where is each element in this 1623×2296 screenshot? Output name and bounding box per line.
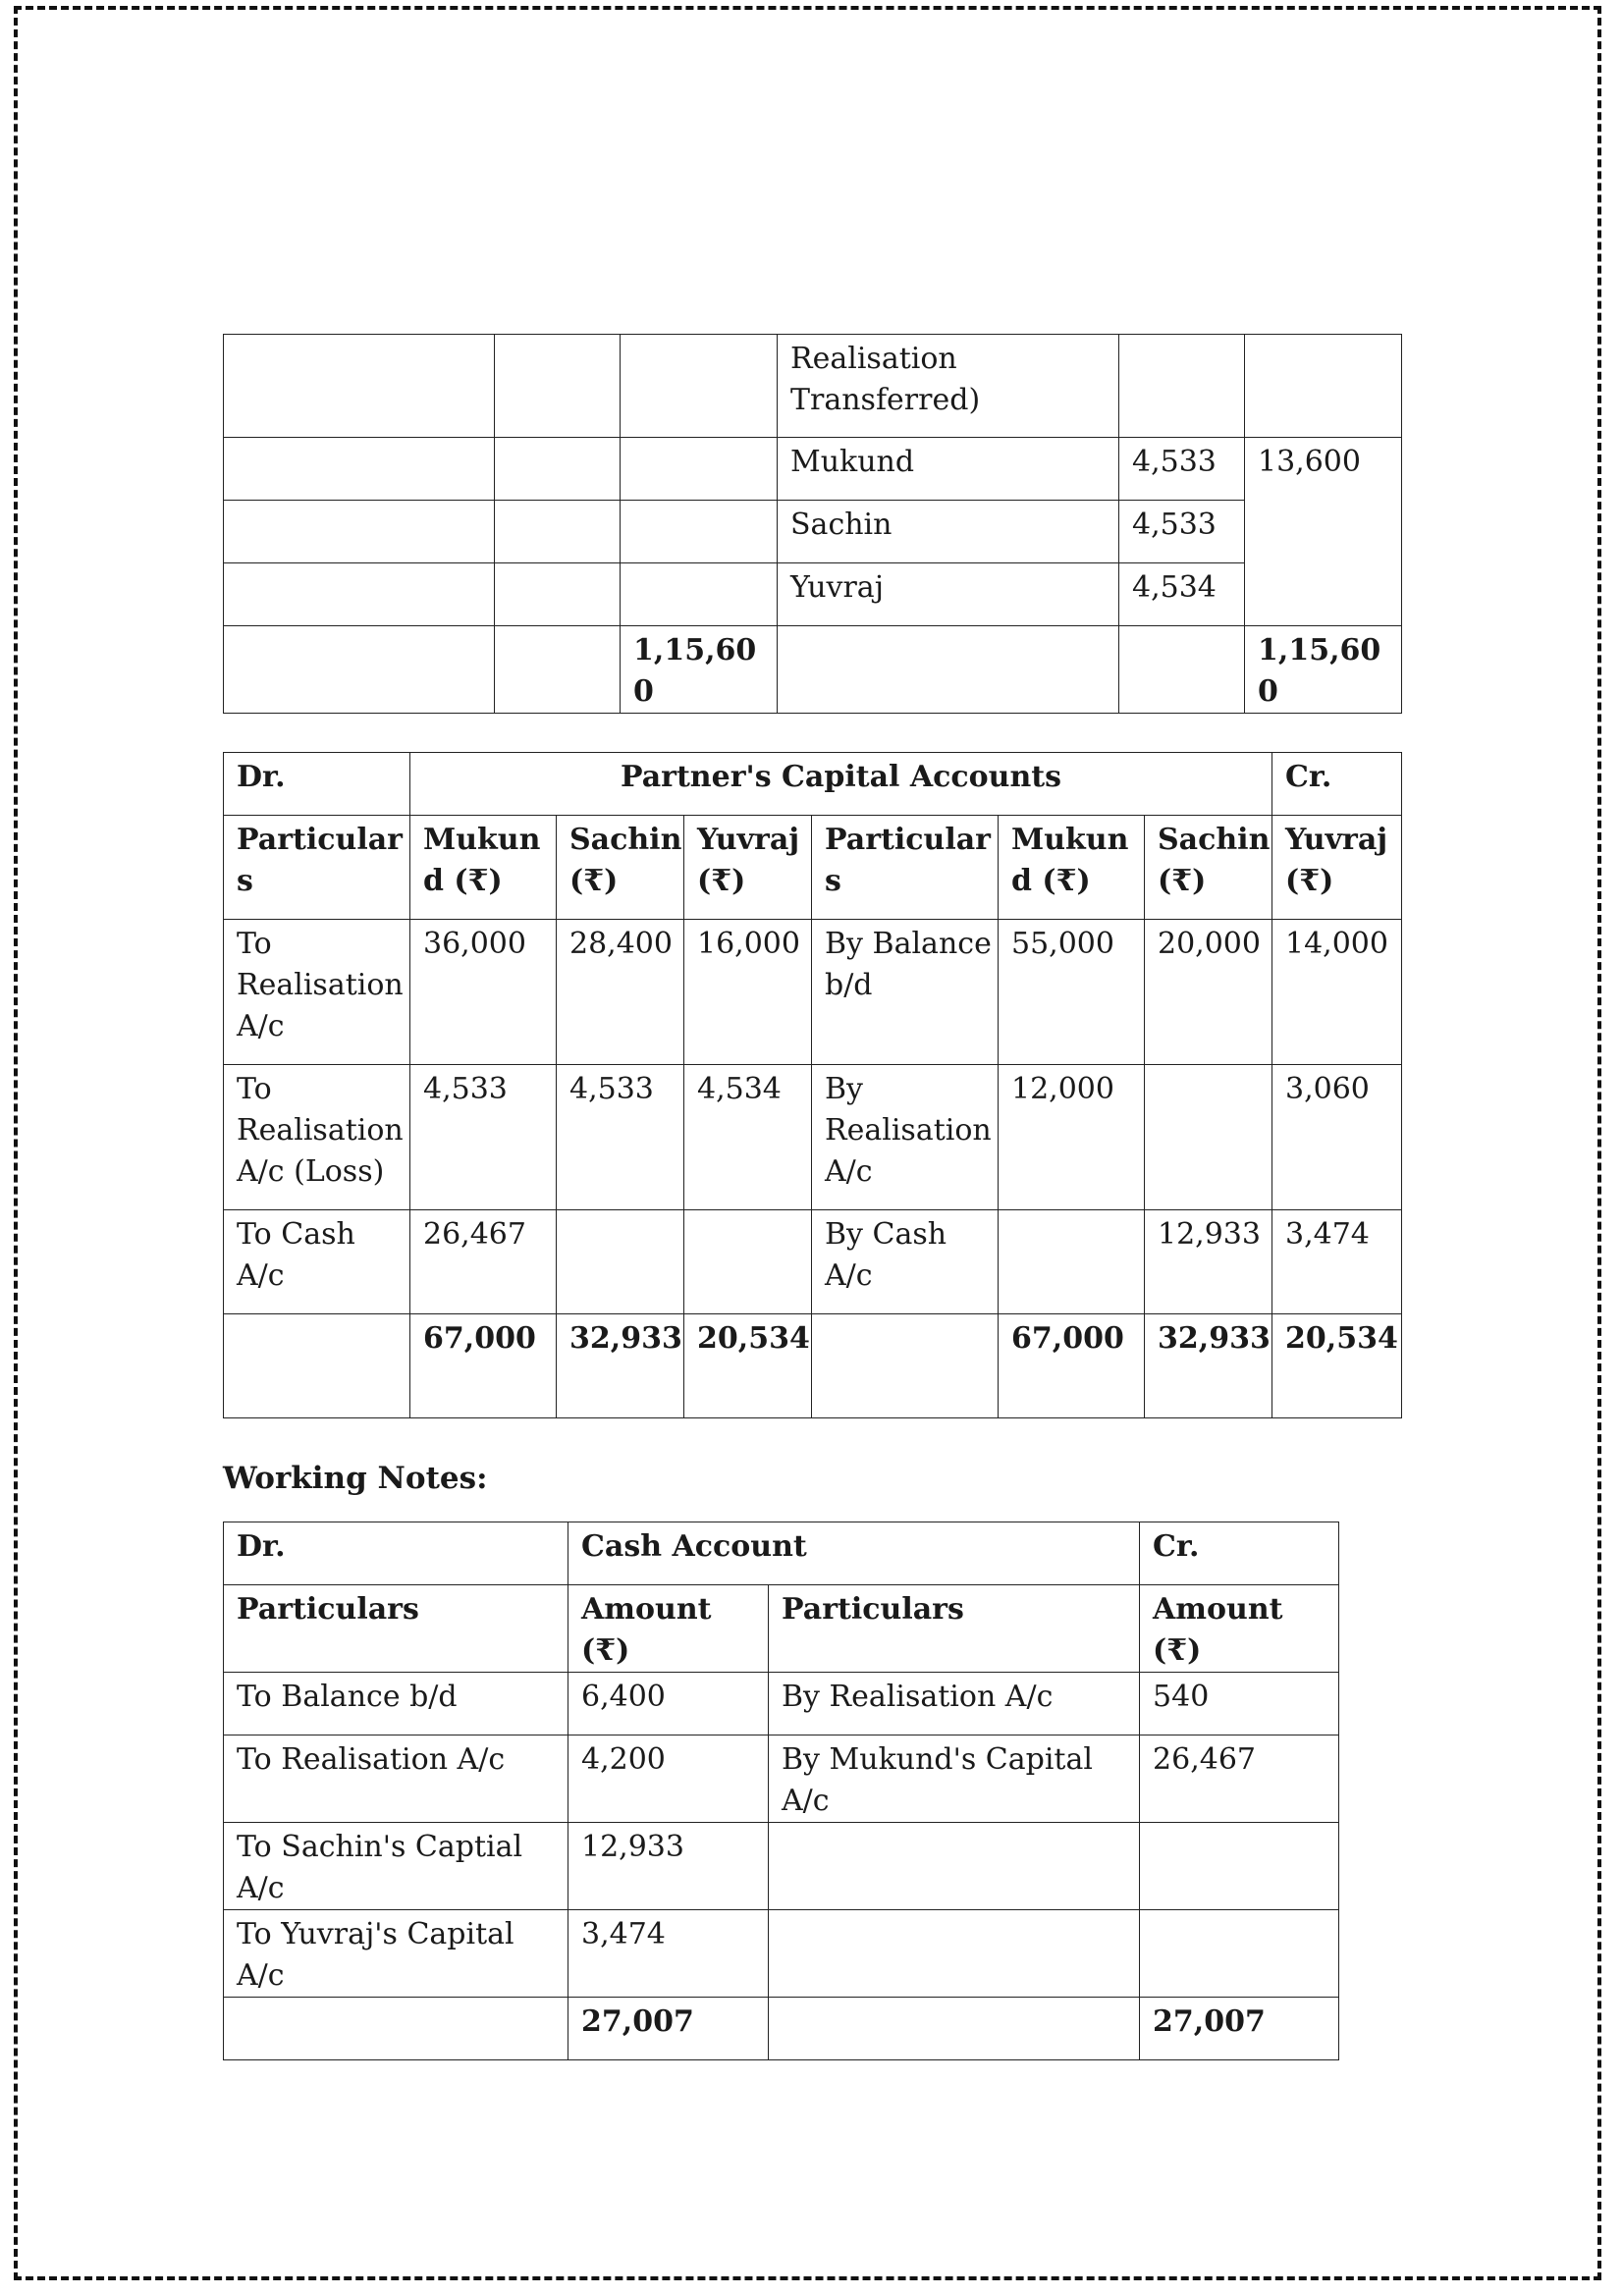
particular-cell: By Cash A/c: [812, 1210, 999, 1314]
cash-account: [223, 1522, 1339, 2060]
column-header: Amount (₹): [568, 1585, 769, 1673]
particular-cell: By Balance b/d: [812, 920, 999, 1065]
amount-cell: 36,000: [410, 920, 557, 1065]
amount-cell: 12,000: [999, 1065, 1145, 1210]
total-amount: 20,534: [684, 1314, 812, 1418]
total-amount: 1,15,600: [1245, 626, 1402, 714]
cell: [224, 335, 495, 438]
cell: [1245, 501, 1402, 563]
column-header: Particulars: [224, 1585, 568, 1673]
table-row: [224, 1673, 1339, 1735]
cell: Mukund: [778, 438, 1119, 501]
cell: [621, 438, 778, 501]
amount-cell: 3,060: [1272, 1065, 1402, 1210]
amount-cell: 6,400: [568, 1673, 769, 1735]
total-amount: 20,534: [1272, 1314, 1402, 1418]
cell: [224, 1998, 568, 2060]
column-header: Mukund (₹): [410, 816, 557, 920]
total-row: [224, 1998, 1339, 2060]
cell: [495, 335, 621, 438]
cell: Realisation Transferred): [778, 335, 1119, 438]
amount-cell: 20,000: [1145, 920, 1272, 1065]
amount-cell: 26,467: [410, 1210, 557, 1314]
particular-cell: To Balance b/d: [224, 1673, 568, 1735]
cell: Yuvraj: [778, 563, 1119, 626]
particular-cell: To Realisation A/c (Loss): [224, 1065, 410, 1210]
column-header: Sachin (₹): [1145, 816, 1272, 920]
amount-cell: [557, 1210, 684, 1314]
table-row: [224, 563, 1402, 626]
column-header: Yuvraj (₹): [1272, 816, 1402, 920]
amount-cell: 4,200: [568, 1735, 769, 1823]
table-row: [224, 1823, 1339, 1910]
amount-cell: 3,474: [568, 1910, 769, 1998]
cell: [621, 501, 778, 563]
realisation-account-continuation: [223, 334, 1402, 714]
total-amount: 32,933: [1145, 1314, 1272, 1418]
amount-cell: 55,000: [999, 920, 1145, 1065]
cell: [1245, 563, 1402, 626]
table-header-row: [224, 816, 1402, 920]
cell: 13,600: [1245, 438, 1402, 501]
table-row: [224, 335, 1402, 438]
amount-cell: 12,933: [568, 1823, 769, 1910]
column-header: Particulars: [812, 816, 999, 920]
credit-label: Cr.: [1272, 753, 1402, 816]
table-row: [224, 501, 1402, 563]
cell: 4,533: [1119, 501, 1245, 563]
amount-cell: [999, 1210, 1145, 1314]
table-title-row: [224, 753, 1402, 816]
particular-cell: To Cash A/c: [224, 1210, 410, 1314]
cell: [224, 1314, 410, 1418]
table-row: [224, 1735, 1339, 1823]
amount-cell: 26,467: [1140, 1735, 1339, 1823]
table-title: Cash Account: [568, 1522, 1140, 1585]
table-row: [224, 438, 1402, 501]
column-header: Particulars: [224, 816, 410, 920]
amount-cell: [1140, 1910, 1339, 1998]
cell: [495, 501, 621, 563]
total-row: [224, 1314, 1402, 1418]
cell: [224, 438, 495, 501]
particular-cell: By Realisation A/c: [812, 1065, 999, 1210]
particular-cell: [769, 1823, 1140, 1910]
table-row: [224, 1210, 1402, 1314]
amount-cell: [684, 1210, 812, 1314]
total-amount: 27,007: [1140, 1998, 1339, 2060]
amount-cell: 4,533: [557, 1065, 684, 1210]
cell: [621, 563, 778, 626]
amount-cell: 28,400: [557, 920, 684, 1065]
particular-cell: To Realisation A/c: [224, 1735, 568, 1823]
debit-label: Dr.: [224, 753, 410, 816]
debit-label: Dr.: [224, 1522, 568, 1585]
cell: [1245, 335, 1402, 438]
cell: 4,533: [1119, 438, 1245, 501]
cell: 4,534: [1119, 563, 1245, 626]
amount-cell: 4,534: [684, 1065, 812, 1210]
column-header: Particulars: [769, 1585, 1140, 1673]
particular-cell: [769, 1910, 1140, 1998]
total-amount: 67,000: [999, 1314, 1145, 1418]
table-title: Partner's Capital Accounts: [410, 753, 1272, 816]
cell: [495, 438, 621, 501]
cell: [224, 563, 495, 626]
particular-cell: To Sachin's Captial A/c: [224, 1823, 568, 1910]
amount-cell: 3,474: [1272, 1210, 1402, 1314]
table-row: [224, 1065, 1402, 1210]
amount-cell: 14,000: [1272, 920, 1402, 1065]
table-header-row: [224, 1585, 1339, 1673]
column-header: Yuvraj (₹): [684, 816, 812, 920]
cell: [224, 626, 495, 714]
cell: [621, 335, 778, 438]
total-amount: 27,007: [568, 1998, 769, 2060]
column-header: Amount (₹): [1140, 1585, 1339, 1673]
particular-cell: By Realisation A/c: [769, 1673, 1140, 1735]
amount-cell: 16,000: [684, 920, 812, 1065]
cell: [495, 626, 621, 714]
cell: [495, 563, 621, 626]
table-row: [224, 920, 1402, 1065]
total-amount: 32,933: [557, 1314, 684, 1418]
table-row: [224, 1910, 1339, 1998]
column-header: Sachin (₹): [557, 816, 684, 920]
column-header: Mukund (₹): [999, 816, 1145, 920]
particular-cell: To Realisation A/c: [224, 920, 410, 1065]
total-row: [224, 626, 1402, 714]
particular-cell: By Mukund's Capital A/c: [769, 1735, 1140, 1823]
cell: Sachin: [778, 501, 1119, 563]
total-amount: 67,000: [410, 1314, 557, 1418]
cell: [224, 501, 495, 563]
credit-label: Cr.: [1140, 1522, 1339, 1585]
particular-cell: To Yuvraj's Capital A/c: [224, 1910, 568, 1998]
cell: [769, 1998, 1140, 2060]
table-title-row: [224, 1522, 1339, 1585]
amount-cell: [1140, 1823, 1339, 1910]
partners-capital-accounts: [223, 752, 1402, 1418]
amount-cell: 540: [1140, 1673, 1339, 1735]
cell: [1119, 335, 1245, 438]
amount-cell: 4,533: [410, 1065, 557, 1210]
cell: [812, 1314, 999, 1418]
cell: [778, 626, 1119, 714]
amount-cell: [1145, 1065, 1272, 1210]
amount-cell: 12,933: [1145, 1210, 1272, 1314]
cell: [1119, 626, 1245, 714]
working-notes-heading: Working Notes:: [223, 1461, 488, 1496]
total-amount: 1,15,600: [621, 626, 778, 714]
